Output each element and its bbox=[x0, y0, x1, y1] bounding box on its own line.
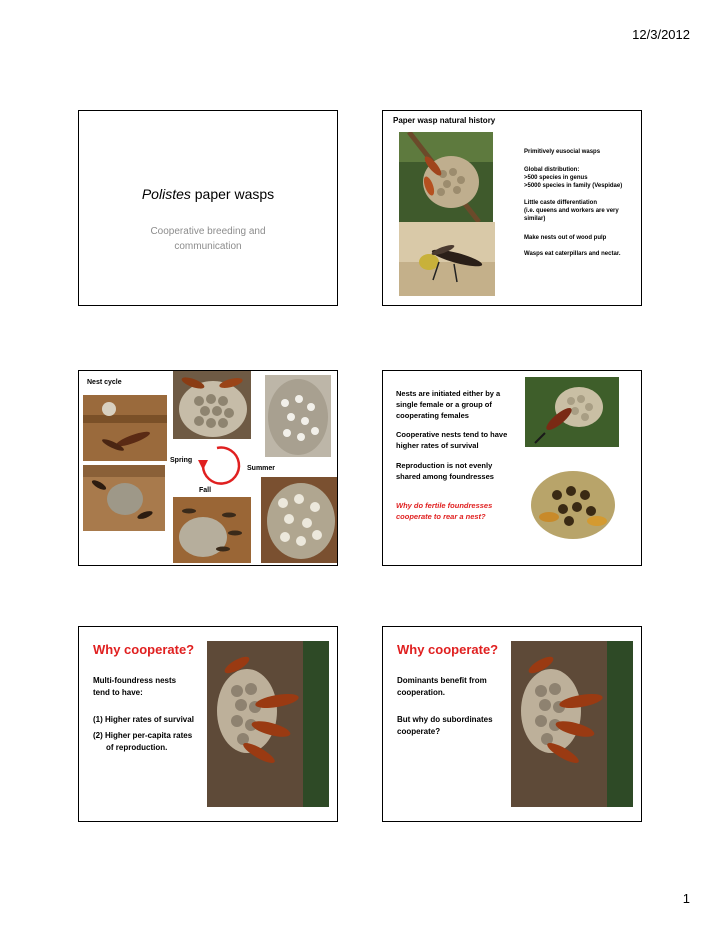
multi-foundress-nest-photo bbox=[511, 641, 633, 807]
slide-why-cooperate-2 bbox=[382, 626, 642, 822]
wasp-nest-photo bbox=[399, 132, 493, 222]
slide-heading: Why cooperate? bbox=[93, 642, 195, 657]
subordinates-line-1: But why do subordinates bbox=[397, 715, 493, 724]
line-nests: Make nests out of wood pulp bbox=[524, 235, 607, 241]
slide-why-cooperate-1 bbox=[78, 626, 338, 822]
dominants-line-1: Dominants benefit from bbox=[397, 676, 487, 685]
line-genus-count: >500 species in genus bbox=[524, 175, 588, 181]
line-caste-detail-2: similar) bbox=[524, 216, 546, 222]
founding-photo bbox=[83, 395, 167, 461]
foundress-group-photo bbox=[527, 465, 619, 545]
multi-foundress-nest-photo bbox=[207, 641, 329, 807]
slide-heading: Paper wasp natural history bbox=[393, 116, 496, 125]
dominants-line-2: cooperation. bbox=[397, 688, 446, 697]
slide-heading: Nest cycle bbox=[87, 379, 122, 386]
label-summer: Summer bbox=[247, 465, 276, 472]
slide-subtitle bbox=[79, 224, 337, 254]
spring-nest-photo bbox=[173, 371, 251, 439]
para-reproduction-1: Reproduction is not evenly bbox=[396, 461, 493, 470]
list-item-reproduction: (2) Higher per-capita rates bbox=[93, 731, 193, 740]
slide-title bbox=[78, 110, 338, 306]
title-italic: Polistes bbox=[141, 186, 191, 202]
slide-natural-history bbox=[382, 110, 642, 306]
intro-line-2: tend to have: bbox=[93, 688, 143, 697]
intro-line-1: Multi-foundress nests bbox=[93, 676, 177, 685]
fall-nest-2-photo bbox=[173, 497, 251, 563]
question-line-1: Why do fertile foundresses bbox=[396, 501, 493, 510]
subtitle-line-2: communication bbox=[174, 241, 242, 252]
slide-title-heading bbox=[79, 186, 337, 202]
summer-nest-photo bbox=[265, 375, 331, 457]
subtitle-line-1: Cooperative breeding and bbox=[150, 226, 266, 237]
page-date: 12/3/2012 bbox=[632, 27, 690, 42]
subordinates-line-2: cooperate? bbox=[397, 727, 441, 736]
slide-heading: Why cooperate? bbox=[397, 642, 499, 657]
para-survival-2: higher rates of survival bbox=[396, 441, 479, 450]
para-survival-1: Cooperative nests tend to have bbox=[396, 430, 508, 439]
line-eusocial: Primitively eusocial wasps bbox=[524, 149, 601, 155]
slide-nest-cycle bbox=[78, 370, 338, 566]
large-nest-photo bbox=[261, 477, 337, 563]
list-item-reproduction-cont: of reproduction. bbox=[106, 743, 168, 752]
question-line-2: cooperate to rear a nest? bbox=[396, 512, 486, 521]
list-item-survival: (1) Higher rates of survival bbox=[93, 715, 194, 724]
line-caste-detail: (i.e. queens and workers are very bbox=[524, 208, 619, 214]
para-initiation-3: cooperating females bbox=[396, 411, 469, 420]
para-initiation-1: Nests are initiated either by a bbox=[396, 389, 501, 398]
cooperative-nest-photo bbox=[525, 377, 619, 447]
para-initiation-2: single female or a group of bbox=[396, 400, 492, 409]
line-global-distribution: Global distribution: bbox=[524, 167, 580, 173]
line-caste: Little caste differentiation bbox=[524, 200, 598, 206]
para-reproduction-2: shared among foundresses bbox=[396, 472, 494, 481]
label-fall: Fall bbox=[199, 487, 212, 494]
page-number: 1 bbox=[682, 891, 690, 906]
line-diet: Wasps eat caterpillars and nectar. bbox=[524, 251, 621, 257]
label-spring: Spring bbox=[170, 457, 193, 464]
slide-cooperation bbox=[382, 370, 642, 566]
wasp-wood-pulp-photo bbox=[399, 222, 495, 296]
title-rest: paper wasps bbox=[190, 186, 275, 202]
fall-nest-1-photo bbox=[83, 465, 165, 531]
cycle-arrow-icon bbox=[195, 440, 247, 492]
line-family-count: >5000 species in family (Vespidae) bbox=[524, 183, 623, 189]
